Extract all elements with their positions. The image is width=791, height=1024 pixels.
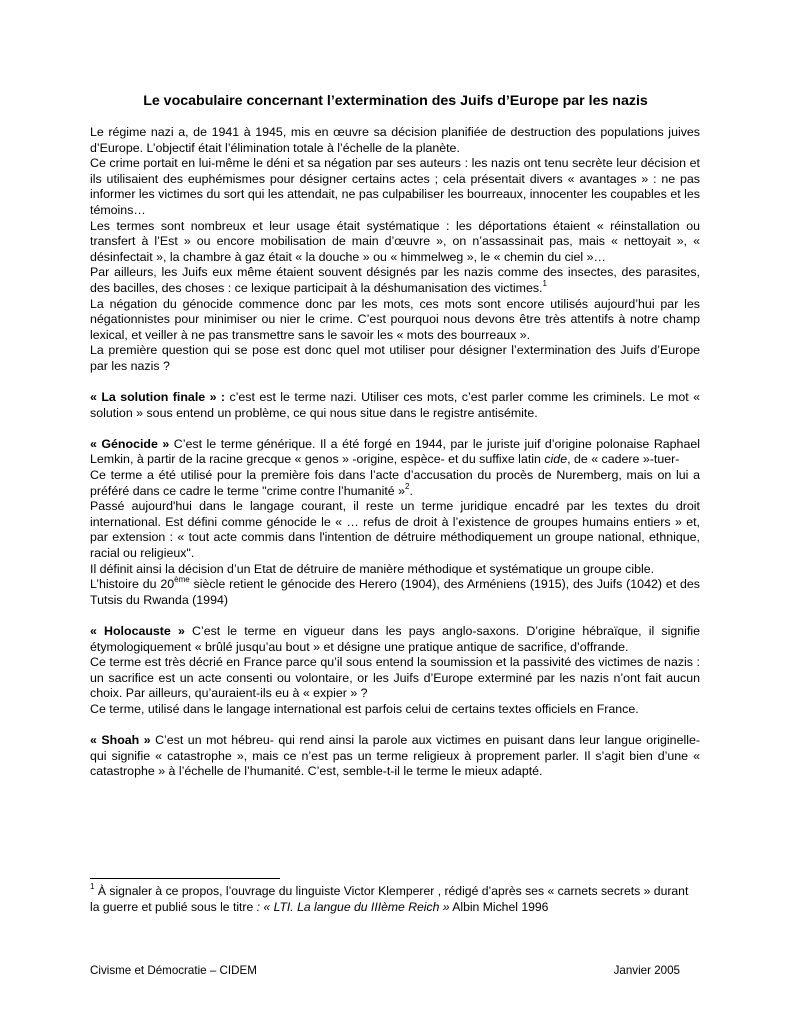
intro-paragraph-4-text: Par ailleurs, les Juifs eux même étaient souvent désignés par les nazis comme des insectes, des parasites, des bacilles, des choses : ce lexique participait à la déshumanisation des victimes. (90, 265, 700, 295)
footnote-book-title: : « LTI. La langue du IIIème Reich » (256, 899, 450, 914)
intro-paragraph-5: La négation du génocide commence donc par les mots, ces mots sont encore utilisés aujourd’hui par les négationnistes pour minimiser ou nier le crime. C’est pourquoi nous devons être très attentifs à notre champ lexical, et veiller à ne pas transmettre sans le savoir les « mots des bourreaux ». (90, 296, 700, 342)
genocide-paragraph-5-end: siècle retient le génocide des Herero (1904), des Arméniens (1915), des Juifs (1042) et des Tutsis du Rwanda (1994) (90, 577, 700, 607)
genocide-text-italic: cide (544, 452, 568, 467)
footnote-ref-2[interactable]: 2 (405, 481, 410, 491)
intro-paragraph-4 (90, 265, 700, 296)
document-body (90, 125, 700, 780)
term-genocide: « Génocide » (90, 436, 170, 451)
footnote-divider (90, 878, 280, 879)
intro-paragraph-2: Ce crime portait en lui-même le déni et sa négation par ses auteurs : les nazis ont tenu secrète leur décision et ils utilisaient des euphémismes pour désigner certains actes ; cela présentait divers « avantages » : ne pas informer les victimes du sort qui les attendait, ne pas culpabiliser les bourreaux, innocenter les coupables et les témoins… (90, 156, 700, 217)
section-holocauste (90, 624, 700, 655)
term-shoah: « Shoah » (90, 733, 151, 748)
footnote-1 (90, 881, 700, 915)
solution-text: c’est est le terme nazi. Utiliser ces mots, c’est parler comme les criminels. Le mot « solution » sous entend un problème, ce qui nous situe dans le registre antisémite. (90, 390, 700, 420)
page-title: Le vocabulaire concernant l’extermination des Juifs d’Europe par les nazis (143, 93, 648, 109)
shoah-text: C’est un mot hébreu- qui rend ainsi la parole aux victimes en puisant dans leur langue originelle- qui signifie « catastrophe », mais ce n’est pas un terme religieux à proprement parler. Il s’agit bien d’une « catastrophe » à l’échelle de l’humanité. C’est, semble-t-il le terme le mieux adapté. (90, 733, 700, 779)
footnote-marker: 1 (90, 881, 95, 891)
intro-paragraph-1: Le régime nazi a, de 1941 à 1945, mis en œuvre sa décision planifiée de destruction des populations juives d’Europe. L’objectif était l’élimination totale à l’échelle de la planète. (90, 125, 700, 155)
genocide-paragraph-3: Passé aujourd'hui dans le langage courant, il reste un terme juridique encadré par les textes du droit international. Est défini comme génocide le « … refus de droit à l’existence de groupes humains entiers » et, par extension : « tout acte commis dans l'intention de détruire méthodiquement un groupe national, ethnique, racial ou religieux". (90, 499, 700, 561)
genocide-text-1: C’est le terme générique. Il a été forgé en 1944, par le juriste juif d’origine polonaise Raphael Lemkin, à partir de la racine grecque « genos » -origine, espèce- et du suffixe latin (90, 436, 700, 467)
genocide-paragraph-2-end: . (409, 483, 413, 498)
genocide-paragraph-2-text: Ce terme a été utilisé pour la première fois dans l’acte d’accusation du procès de Nuremberg, mais on lui a préféré dans ce cadre le terme "crime contre l’humanité » (90, 468, 700, 498)
term-holocauste: « Holocauste » (90, 624, 185, 638)
intro-paragraph-3: Les termes sont nombreux et leur usage était systématique : les déportations étaient « réinstallation ou transfert à l’Est » ou encore mobilisation de main d’œuvre », on n’assassinait pas, mais « nettoyait », « désinfectait », la chambre à gaz était « la douche » ou « himmelweg », le « chemin du ciel »… (90, 218, 700, 264)
footnote-publisher: Albin Michel 1996 (449, 899, 549, 914)
holocauste-paragraph-2: Ce terme est très décrié en France parce qu’il sous entend la soumission et la passivité des victimes de nazis : un sacrifice est un acte consenti ou volontaire, or les Juifs d’Europe exterminé par les nazis n’ont fait aucun choix. Par ailleurs, qu’auraient-ils eu à « expier » ? (90, 655, 700, 701)
footnote-ref-1[interactable]: 1 (542, 278, 547, 288)
genocide-paragraph-2 (90, 468, 700, 499)
genocide-text-1-end: , de « cadere »-tuer- (567, 452, 680, 467)
intro-paragraph-6: La première question qui se pose est donc quel mot utiliser pour désigner l’extermination des Juifs d’Europe par les nazis ? (90, 343, 700, 373)
section-genocide (90, 437, 700, 468)
holocauste-text: C’est le terme en vigueur dans les pays anglo-saxons. D’origine hébraïque, il signifie étymologiquement « brûlé jusqu’au bout » et désigne une pratique antique de sacrifice, d’offrande. (90, 624, 700, 654)
footer-date: Janvier 2005 (613, 964, 680, 977)
term-solution-finale: « La solution finale » : (90, 390, 226, 405)
genocide-paragraph-5-start: L’histoire du 20 (90, 577, 175, 592)
footnote-text: À signaler à ce propos, l’ouvrage du linguiste Victor Klemperer , rédigé d’après ses « carnets secrets » durant la guerre et publié sous le titre (90, 884, 689, 914)
section-shoah (90, 733, 700, 780)
genocide-paragraph-5 (90, 577, 700, 608)
genocide-paragraph-4: Il définit ainsi la décision d’un Etat de détruire de manière méthodique et systématique un groupe cible. (90, 561, 655, 576)
ordinal-superscript: ème (174, 575, 190, 585)
holocauste-paragraph-3: Ce terme, utilisé dans le langage international est parfois celui de certains textes officiels en France. (90, 701, 639, 716)
section-solution-finale (90, 390, 700, 421)
footer-organization: Civisme et Démocratie – CIDEM (90, 964, 257, 977)
